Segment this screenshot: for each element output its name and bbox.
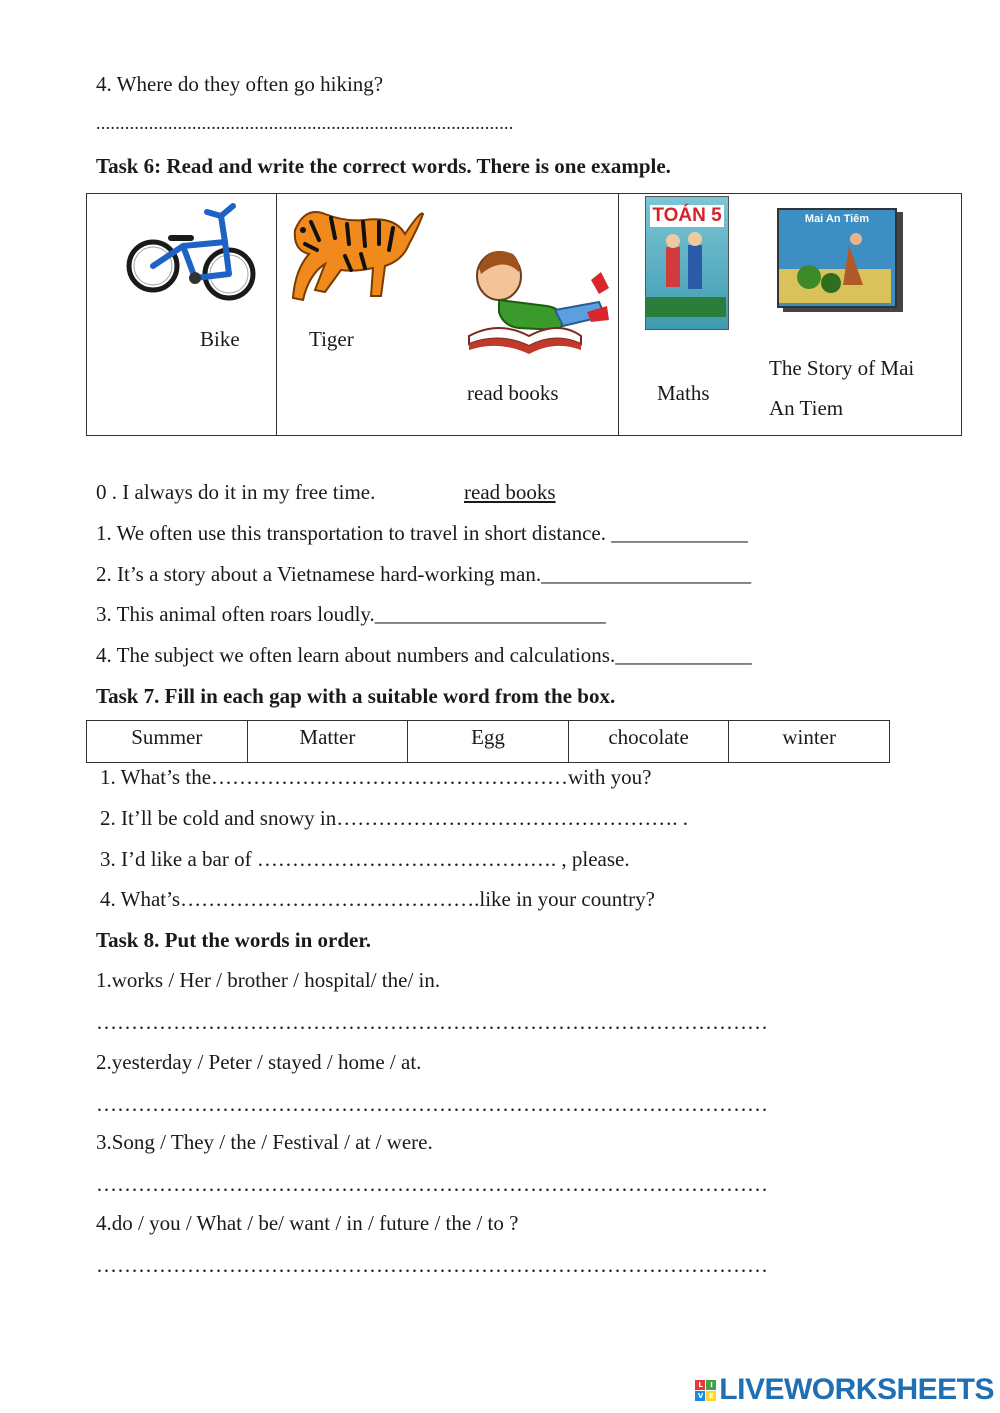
- word-box-item: Matter: [248, 721, 409, 762]
- bike-label: Bike: [200, 327, 240, 351]
- word-box-item: Egg: [408, 721, 569, 762]
- logo-text: LIVEWORKSHEETS: [719, 1373, 994, 1406]
- word-box: [86, 720, 890, 763]
- picture-table: [86, 193, 962, 436]
- task6-title: Task 6: Read and write the correct words. There is one example.: [96, 154, 671, 178]
- maths-book-title: TOÁN 5: [650, 205, 724, 227]
- logo-mark-icon: L I V E: [695, 1380, 716, 1401]
- task7-question-2[interactable]: 2. It’ll be cold and snowy in…………………………………………. .: [100, 806, 688, 830]
- story-label-line1: The Story of Mai: [769, 356, 915, 380]
- task8-question-1: 1.works / Her / brother / hospital/ the/ in.: [96, 968, 441, 992]
- task6-question-4[interactable]: 4. The subject we often learn about numbers and calculations._____________: [96, 643, 752, 667]
- tiger-label: Tiger: [309, 327, 354, 351]
- task6-question-1[interactable]: 1. We often use this transportation to travel in short distance. _____________: [96, 521, 748, 545]
- task8-question-3: 3.Song / They / the / Festival / at / were.: [96, 1130, 433, 1154]
- task8-question-2: 2.yesterday / Peter / stayed / home / at.: [96, 1050, 422, 1074]
- task6-question-2[interactable]: 2. It’s a story about a Vietnamese hard-working man.____________________: [96, 562, 752, 586]
- story-book-title: Mai An Tiêm: [804, 213, 870, 225]
- task8-answer-line-4[interactable]: ……………………………………………………………………………………: [96, 1253, 768, 1277]
- task6-example-text: 0 . I always do it in my free time.: [96, 480, 376, 504]
- task7-question-1[interactable]: 1. What’s the……………………………………………with you?: [100, 765, 652, 789]
- reading-boy-image: [459, 232, 611, 364]
- word-box-item: winter: [782, 725, 836, 749]
- story-label-line2: An Tiem: [769, 396, 844, 420]
- word-box-item: chocolate: [569, 721, 730, 762]
- maths-label: Maths: [657, 381, 710, 405]
- task7-question-3[interactable]: 3. I’d like a bar of ……………………………………. , please.: [100, 847, 630, 871]
- word-box-item: Summer: [87, 721, 248, 762]
- story-book-image: [777, 208, 897, 308]
- task8-answer-line-1[interactable]: ……………………………………………………………………………………: [96, 1010, 768, 1034]
- task8-answer-line-2[interactable]: ……………………………………………………………………………………: [96, 1092, 768, 1116]
- tiger-image: [285, 200, 425, 312]
- task6-example-answer: read books: [464, 480, 556, 504]
- answer-dots[interactable]: .......................................................................................: [96, 113, 514, 133]
- task6-question-3[interactable]: 3. This animal often roars loudly.______________________: [96, 602, 606, 626]
- task8-title: Task 8. Put the words in order.: [96, 928, 371, 952]
- task7-title: Task 7. Fill in each gap with a suitable word from the box.: [96, 684, 616, 708]
- liveworksheets-logo[interactable]: [695, 1373, 994, 1407]
- read-books-label: read books: [467, 381, 559, 405]
- bike-image: [125, 198, 259, 308]
- task7-question-4[interactable]: 4. What’s…………………………………….like in your country?: [100, 887, 655, 911]
- maths-book-image: [645, 196, 729, 330]
- question-4-text: 4. Where do they often go hiking?: [96, 72, 384, 96]
- task8-answer-line-3[interactable]: ……………………………………………………………………………………: [96, 1172, 768, 1196]
- task8-question-4: 4.do / you / What / be/ want / in / future / the / to ?: [96, 1211, 519, 1235]
